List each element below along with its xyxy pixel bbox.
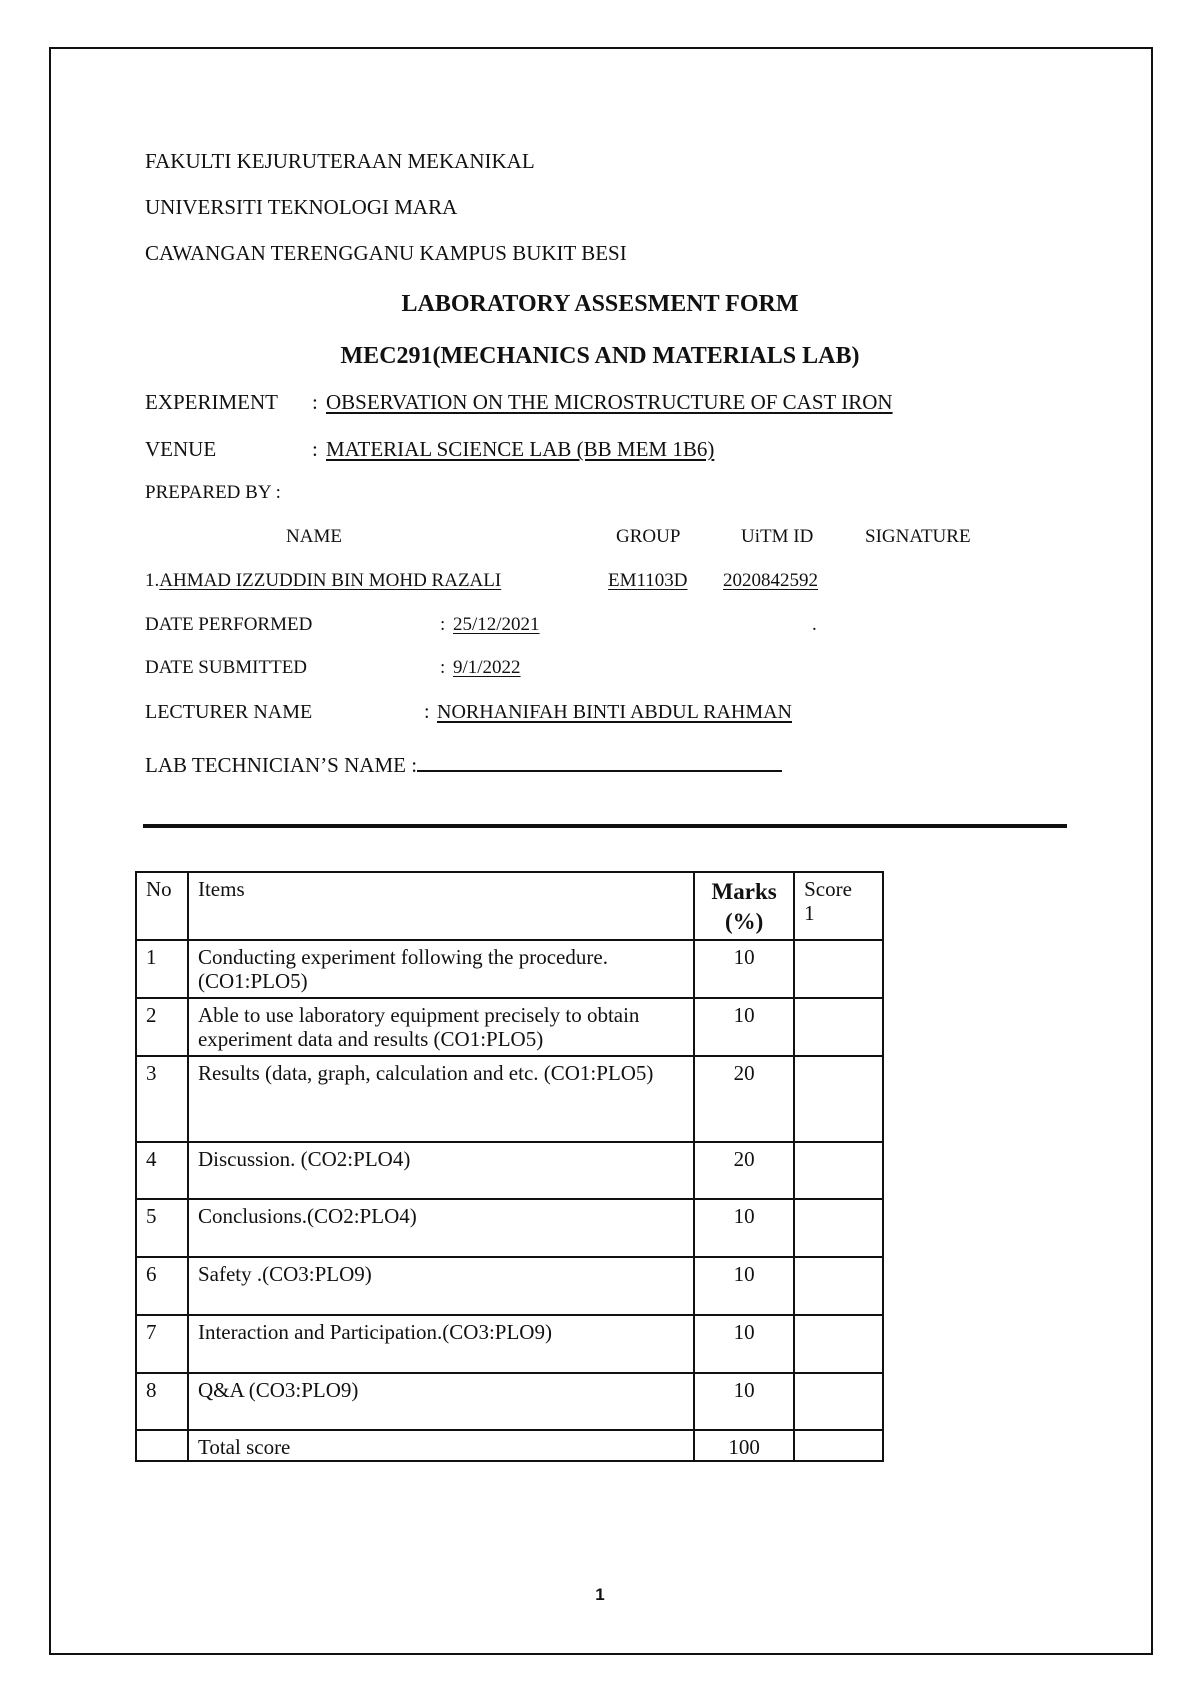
column-group: GROUP <box>616 526 681 547</box>
row-item: Conclusions.(CO2:PLO4) <box>188 1199 694 1257</box>
date-submitted-value: 9/1/2022 <box>453 657 521 678</box>
row-no: 7 <box>136 1315 188 1373</box>
row-score-cell[interactable] <box>794 1257 883 1315</box>
row-marks: 20 <box>694 1142 794 1199</box>
row-marks: 10 <box>694 998 794 1056</box>
row-no: 6 <box>136 1257 188 1315</box>
row-item: Conducting experiment following the procedure. (CO1:PLO5) <box>188 940 694 998</box>
row-marks: 10 <box>694 1315 794 1373</box>
faculty-name: FAKULTI KEJURUTERAAN MEKANIKAL <box>145 149 535 173</box>
header-marks-unit: (%) <box>724 909 764 934</box>
row-no: 1 <box>136 940 188 998</box>
table-row <box>136 1257 883 1315</box>
assessment-table <box>135 871 884 1462</box>
row-no: 4 <box>136 1142 188 1199</box>
member-uitm-id: 2020842592 <box>723 570 818 591</box>
row-marks: 10 <box>694 1199 794 1257</box>
header-items: Items <box>188 872 694 940</box>
experiment-value: OBSERVATION ON THE MICROSTRUCTURE OF CAST IRON <box>326 390 893 414</box>
table-row <box>136 940 883 998</box>
total-no-cell <box>136 1430 188 1461</box>
row-item: Safety .(CO3:PLO9) <box>188 1257 694 1315</box>
column-name: NAME <box>286 526 342 547</box>
table-row <box>136 1056 883 1142</box>
row-item: Q&A (CO3:PLO9) <box>188 1373 694 1430</box>
date-performed-label: DATE PERFORMED <box>145 614 313 635</box>
prepared-by-label: PREPARED BY : <box>145 482 281 503</box>
campus-name: CAWANGAN TERENGGANU KAMPUS BUKIT BESI <box>145 241 627 265</box>
row-score-cell[interactable] <box>794 1142 883 1199</box>
lab-technician-label: LAB TECHNICIAN’S NAME : <box>145 753 418 777</box>
header-marks-label: Marks <box>711 879 777 904</box>
header-score-number: 1 <box>804 901 815 925</box>
table-row <box>136 1373 883 1430</box>
lab-technician-blank[interactable] <box>417 752 782 772</box>
row-no: 3 <box>136 1056 188 1142</box>
member-row <box>145 569 501 593</box>
course-title: MEC291(MECHANICS AND MATERIALS LAB) <box>340 343 860 369</box>
header-marks <box>694 872 794 940</box>
total-row <box>136 1430 883 1461</box>
date-submitted-label: DATE SUBMITTED <box>145 657 308 678</box>
date-performed-value: 25/12/2021 <box>453 614 540 635</box>
table-row <box>136 1142 883 1199</box>
column-signature: SIGNATURE <box>865 526 971 547</box>
header-score <box>794 872 883 940</box>
row-no: 8 <box>136 1373 188 1430</box>
row-score-cell[interactable] <box>794 1315 883 1373</box>
column-uitm-id: UiTM ID <box>741 526 814 547</box>
row-item: Able to use laboratory equipment precisely to obtain experiment data and results (CO1:PLO5) <box>188 998 694 1056</box>
table-row <box>136 1199 883 1257</box>
lecturer-value: NORHANIFAH BINTI ABDUL RAHMAN <box>437 701 792 723</box>
date-performed-colon: : <box>440 614 446 635</box>
row-no: 2 <box>136 998 188 1056</box>
header-score-label: Score <box>804 877 852 901</box>
member-name: AHMAD IZZUDDIN BIN MOHD RAZALI <box>159 570 502 591</box>
row-item: Discussion. (CO2:PLO4) <box>188 1142 694 1199</box>
date-submitted-colon: : <box>440 657 446 678</box>
row-marks: 10 <box>694 1373 794 1430</box>
row-score-cell[interactable] <box>794 1056 883 1142</box>
row-score-cell[interactable] <box>794 1373 883 1430</box>
total-label: Total score <box>188 1430 694 1461</box>
page-number: 1 <box>595 1585 605 1604</box>
total-marks: 100 <box>694 1430 794 1461</box>
venue-value: MATERIAL SCIENCE LAB (BB MEM 1B6) <box>326 437 715 461</box>
experiment-label: EXPERIMENT <box>145 390 278 414</box>
venue-colon: : <box>312 437 318 461</box>
row-score-cell[interactable] <box>794 998 883 1056</box>
row-no: 5 <box>136 1199 188 1257</box>
header-no: No <box>136 872 188 940</box>
date-performed-dot: . <box>812 614 817 635</box>
experiment-colon: : <box>312 390 318 414</box>
row-marks: 10 <box>694 1257 794 1315</box>
table-row <box>136 1315 883 1373</box>
row-score-cell[interactable] <box>794 940 883 998</box>
row-item: Interaction and Participation.(CO3:PLO9) <box>188 1315 694 1373</box>
lab-technician-row <box>145 752 782 777</box>
total-score-cell[interactable] <box>794 1430 883 1461</box>
member-prefix: 1. <box>145 570 160 591</box>
table-header-row <box>136 872 883 940</box>
row-item: Results (data, graph, calculation and etc. (CO1:PLO5) <box>188 1056 694 1142</box>
lecturer-label: LECTURER NAME <box>145 701 313 723</box>
member-group: EM1103D <box>608 570 688 591</box>
venue-label: VENUE <box>145 437 217 461</box>
lecturer-colon: : <box>424 701 430 723</box>
university-name: UNIVERSITI TEKNOLOGI MARA <box>145 195 458 219</box>
form-title: LABORATORY ASSESMENT FORM <box>401 291 799 317</box>
section-divider <box>143 824 1067 828</box>
row-marks: 10 <box>694 940 794 998</box>
row-score-cell[interactable] <box>794 1199 883 1257</box>
table-row <box>136 998 883 1056</box>
row-marks: 20 <box>694 1056 794 1142</box>
